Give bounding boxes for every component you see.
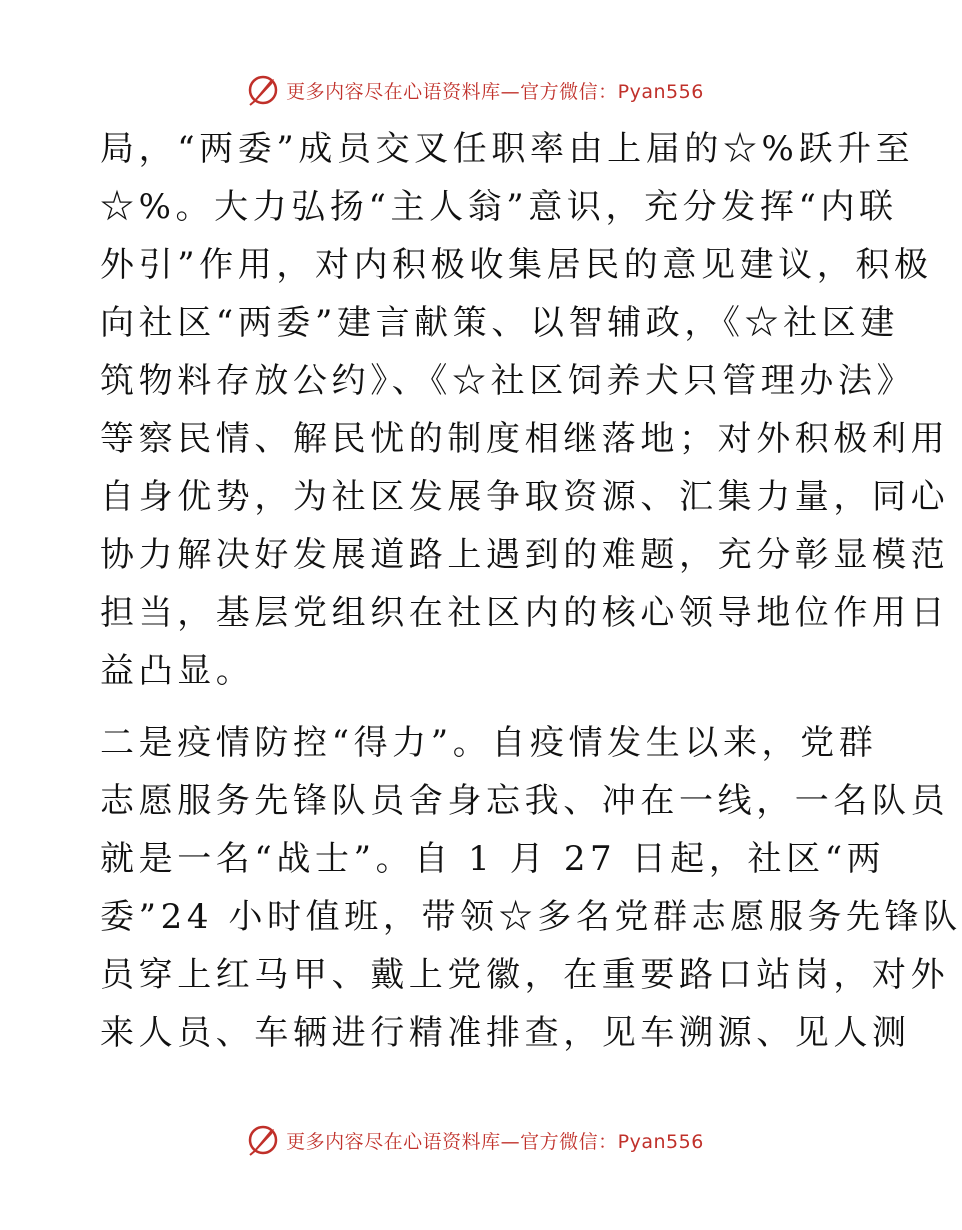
watermark-text: 更多内容尽在心语资料库—官方微信：Pyan556 [286, 1130, 704, 1153]
text-line: 益凸显。 [100, 651, 255, 691]
paragraph-1 [100, 120, 950, 700]
header-watermark [0, 70, 950, 110]
text-line: 筑物料存放公约》、《☆社区饲养犬只管理办法》 [100, 361, 916, 401]
text-line: 外引”作用，对内积极收集居民的意见建议，积极 [100, 245, 933, 285]
text-line: 二是疫情防控“得力”。自疫情发生以来，党群 [100, 723, 878, 763]
watermark-text: 更多内容尽在心语资料库—官方微信：Pyan556 [286, 80, 704, 103]
text-line: 协力解决好发展道路上遇到的难题，充分彰显模范 [100, 535, 950, 575]
text-line: 员穿上红马甲、戴上党徽，在重要路口站岗，对外 [100, 955, 950, 995]
paragraph-2 [100, 714, 962, 1062]
text-line: 自身优势，为社区发展争取资源、汇集力量，同心 [100, 477, 950, 517]
footer-watermark [0, 1120, 950, 1160]
text-line: 就是一名“战士”。自 1 月 27 日起，社区“两 [100, 839, 886, 879]
text-line: 志愿服务先锋队员舍身忘我、冲在一线，一名队员 [100, 781, 950, 821]
quill-pen-logo-icon [246, 1123, 280, 1157]
paragraph-spacer [100, 700, 860, 714]
text-line: 局，“两委”成员交叉任职率由上届的☆%跃升至 [100, 129, 915, 169]
text-line: 来人员、车辆进行精准排查，见车溯源、见人测 [100, 1013, 911, 1053]
quill-pen-logo-icon [246, 73, 280, 107]
text-line: ☆%。大力弘扬“主人翁”意识，充分发挥“内联 [100, 187, 898, 227]
text-line: 向社区“两委”建言献策、以智辅政，《☆社区建 [100, 303, 899, 343]
text-line: 等察民情、解民忧的制度相继落地；对外积极利用 [100, 419, 950, 459]
text-line: 担当，基层党组织在社区内的核心领导地位作用日 [100, 593, 950, 633]
document-body [100, 120, 962, 1062]
text-line: 委”24 小时值班，带领☆多名党群志愿服务先锋队 [100, 897, 962, 937]
